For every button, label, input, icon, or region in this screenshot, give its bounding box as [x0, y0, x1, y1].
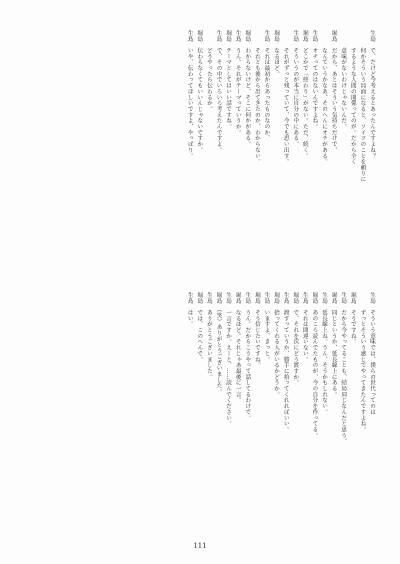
dialogue-line: 生島 延長線上ね。うん、そうかもしれない。: [321, 292, 328, 415]
dialogue-line: 生島 いや、伝わってほしいですよ、やっぱり。: [186, 30, 193, 159]
dialogue-line: 生島 いますよ、きっと。: [263, 292, 270, 363]
dialogue-line: 生島 一言ですか。えーと、……読んでください。: [225, 292, 232, 427]
dialogue-line: するような人間の関係ってのが。だから全く: [349, 30, 356, 165]
dialogue-line: 堀島 だから、あとはそういう気持ちだけで、: [330, 30, 337, 153]
dialogue-line: 生島 うん。だからこうやって話してるわけで。: [244, 292, 251, 421]
bottom-text-block: [24, 292, 376, 530]
dialogue-line: 堀島 そうですね。: [349, 292, 356, 345]
dialogue-line: 堀島 なるほど。: [273, 30, 280, 77]
dialogue-line: 生島 そういうのが本当に自分の中にある。: [292, 30, 299, 147]
dialogue-line: 堀島 あのころ読んでたものが、今の自分を作ってる。: [311, 292, 318, 439]
dialogue-line: それがずっと残っていて、今でも思い出す。: [282, 30, 289, 165]
dialogue-line: 生島 それは最初からあったものなのか、: [263, 30, 270, 142]
dialogue-line: 堀島 で、それを次にどう渡すか。: [292, 292, 299, 386]
dialogue-line: 生島 ありがとうございました。: [205, 292, 212, 380]
dialogue-line: 堀島 テーマとしてはいい話ですね。: [225, 30, 232, 130]
dialogue-line: 生島 そういう意味では、僕らの世代ってのは: [369, 292, 375, 415]
dialogue-line: 堀島 （笑）ありがとうございました。: [215, 292, 222, 395]
dialogue-line: 生島 だから今やってることも、結局同じなんだと思う。: [340, 292, 347, 445]
dialogue-line: ずっとそういう感じでやってきたんですよね。: [359, 292, 366, 433]
dialogue-line: 生島 うん。それがテーマっていうか。: [234, 30, 241, 136]
dialogue-line: 堀島 そう信じたいですね。: [253, 292, 260, 369]
dialogue-line: 堀島 同じというか、延長線上にある。: [330, 292, 337, 398]
dialogue-line: 堀島 なるほど。それじゃあ最後に一言。: [234, 292, 241, 404]
dialogue-line: 堀島 伝わらなくてもいいんじゃないですか。: [196, 30, 203, 153]
page-number: 111: [193, 542, 207, 550]
dialogue-line: 生島 それは間違いない。: [301, 292, 308, 363]
dialogue-line: 堀島 では、このへんで。: [196, 292, 203, 363]
dialogue-line: 生島 渡すっていうか、勝手に拾ってくれればいい。: [282, 292, 289, 433]
dialogue-line: 生島 で、だけど今考えるとあったんですよね？: [369, 30, 375, 159]
dialogue-line: なんていうかなあ、そのへんにオチがある。: [321, 30, 328, 165]
dialogue-line: 何かそういう局面になると、ソイツのことを頼りに: [359, 30, 366, 183]
dialogue-line: どうやったら伝わるか。: [205, 30, 212, 112]
top-text-block: [24, 30, 376, 262]
dialogue-line: 生島 はい。: [186, 292, 193, 328]
dialogue-line: 堀島 どこかで「終わり」がない。ただ、続く。: [301, 30, 308, 159]
dialogue-line: 生島 で、その中でいろいろ考えたんですよ。: [215, 30, 222, 153]
dialogue-line: 意味がないわけじゃないんだ。: [340, 30, 347, 130]
dialogue-line: 堀島 わからないけど、そこに何かがある。: [244, 30, 251, 147]
dialogue-line: 堀島 拾ってくれる人がいるかどうか。: [273, 292, 280, 398]
dialogue-line: 生島 オチってのはないんですよね。: [311, 30, 318, 130]
dialogue-line: それとも後から出てきたのか、わからない。: [253, 30, 260, 165]
